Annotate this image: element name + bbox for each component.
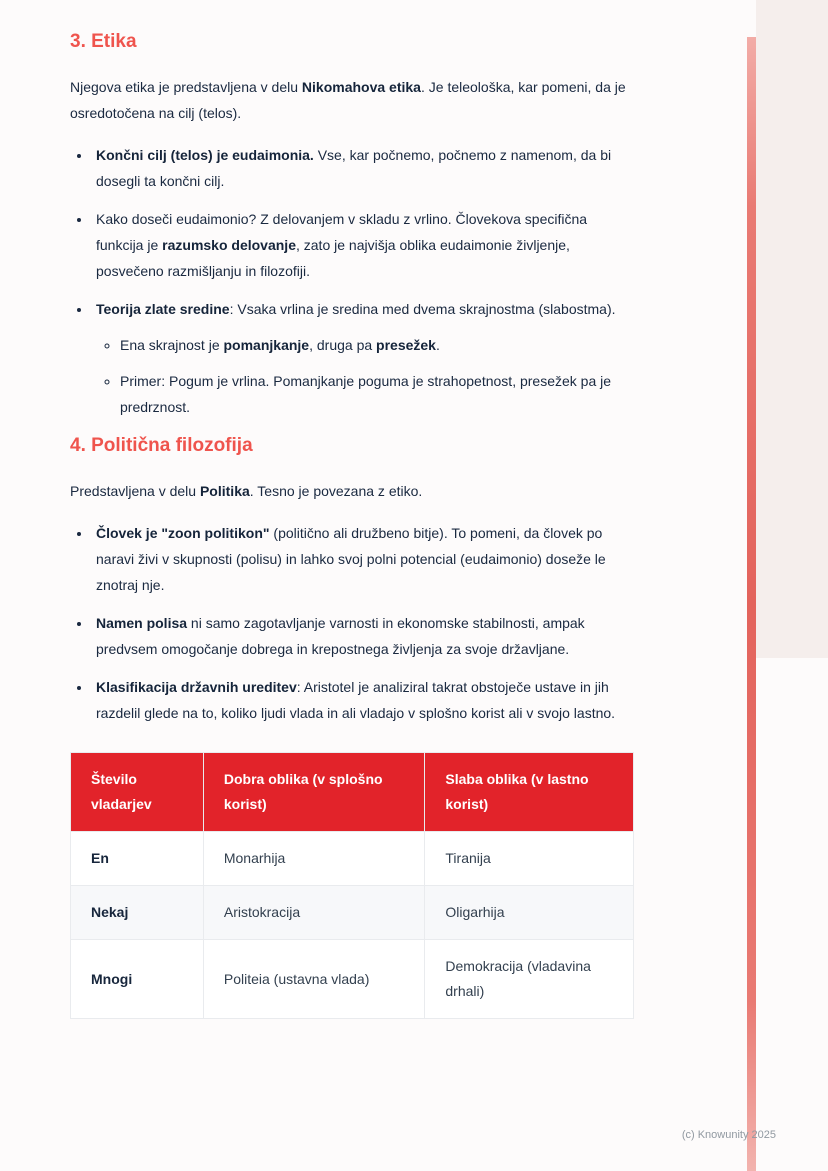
col-header-slaba-oblika: Slaba oblika (v lastno korist): [425, 753, 634, 832]
document-content: [70, 30, 634, 1019]
list-item-text: Primer: Pogum je vrlina. Pomanjkanje poguma je strahopetnost, presežek pa je predrznost.: [120, 373, 612, 415]
sub-bullet-list: [96, 332, 634, 420]
footer-credit: (c) Knowunity 2025: [681, 1129, 776, 1141]
politika-bullet-list: [70, 520, 634, 726]
list-item-text: Kako doseči eudaimonio? Z delovanjem v skladu z vrlino. Človekova specifična funkcija je razumsko delovanje, zato je najvišja oblika eudaimonie življenje, posvečeno razmišljanju in filozofiji.: [96, 211, 588, 279]
government-forms-table: [70, 752, 634, 1019]
sub-list-item: [120, 368, 634, 420]
col-header-stevilo-vladarjev: Število vladarjev: [71, 753, 204, 832]
section-heading-etika: 3. Etika: [70, 31, 137, 52]
etika-bullet-list: [70, 142, 634, 420]
table-cell: Tiranija: [425, 832, 634, 886]
table-cell: Aristokracija: [203, 886, 425, 940]
list-item: [92, 520, 634, 598]
table-cell: Monarhija: [203, 832, 425, 886]
list-item-text: Končni cilj (telos) je eudaimonia. Vse, kar počnemo, počnemo z namenom, da bi dosegli ta končni cilj.: [96, 147, 612, 189]
list-item: [92, 206, 634, 284]
decorative-stripe: [747, 37, 756, 1171]
list-item-text: Klasifikacija državnih ureditev: Aristotel je analiziral takrat obstoječe ustave in jih razdelil glede na to, koliko ljudi vlada in ali vladajo v splošno korist ali v svojo lastno.: [96, 679, 616, 721]
section-intro-etika: Njegova etika je predstavljena v delu Nikomahova etika. Je teleološka, kar pomeni, da je osredotočena na cilj (telos).: [70, 79, 626, 121]
list-item: [92, 142, 634, 194]
section-heading-politicna-filozofija: 4. Politična filozofija: [70, 435, 253, 456]
list-item-text: Človek je "zoon politikon" (politično ali družbeno bitje). To pomeni, da človek po naravi živi v skupnosti (polisu) in lahko svoj polni potencial (eudaimonio) doseže le znotraj nje.: [96, 525, 606, 593]
page-margin-shade: [756, 0, 828, 658]
table-cell: Mnogi: [71, 940, 204, 1019]
table-row: [71, 940, 634, 1019]
sub-list-item: [120, 332, 634, 358]
list-item-text: Ena skrajnost je pomanjkanje, druga pa presežek.: [120, 337, 440, 353]
list-item-text: Namen polisa ni samo zagotavljanje varnosti in ekonomske stabilnosti, ampak predvsem omogočanje dobrega in krepostnega življenja za svoje državljane.: [96, 615, 585, 657]
list-item: [92, 674, 634, 726]
table-row: [71, 832, 634, 886]
table-cell: Oligarhija: [425, 886, 634, 940]
list-item-text: Teorija zlate sredine: Vsaka vrlina je sredina med dvema skrajnostma (slabostma).: [96, 301, 616, 317]
col-header-dobra-oblika: Dobra oblika (v splošno korist): [203, 753, 425, 832]
table-cell: Demokracija (vladavina drhali): [425, 940, 634, 1019]
table-cell: Politeia (ustavna vlada): [203, 940, 425, 1019]
list-item: [92, 610, 634, 662]
table-row: [71, 886, 634, 940]
table-cell: Nekaj: [71, 886, 204, 940]
list-item: [92, 296, 634, 420]
table-cell: En: [71, 832, 204, 886]
section-intro-politika: Predstavljena v delu Politika. Tesno je povezana z etiko.: [70, 483, 423, 499]
table-header-row: [71, 753, 634, 832]
